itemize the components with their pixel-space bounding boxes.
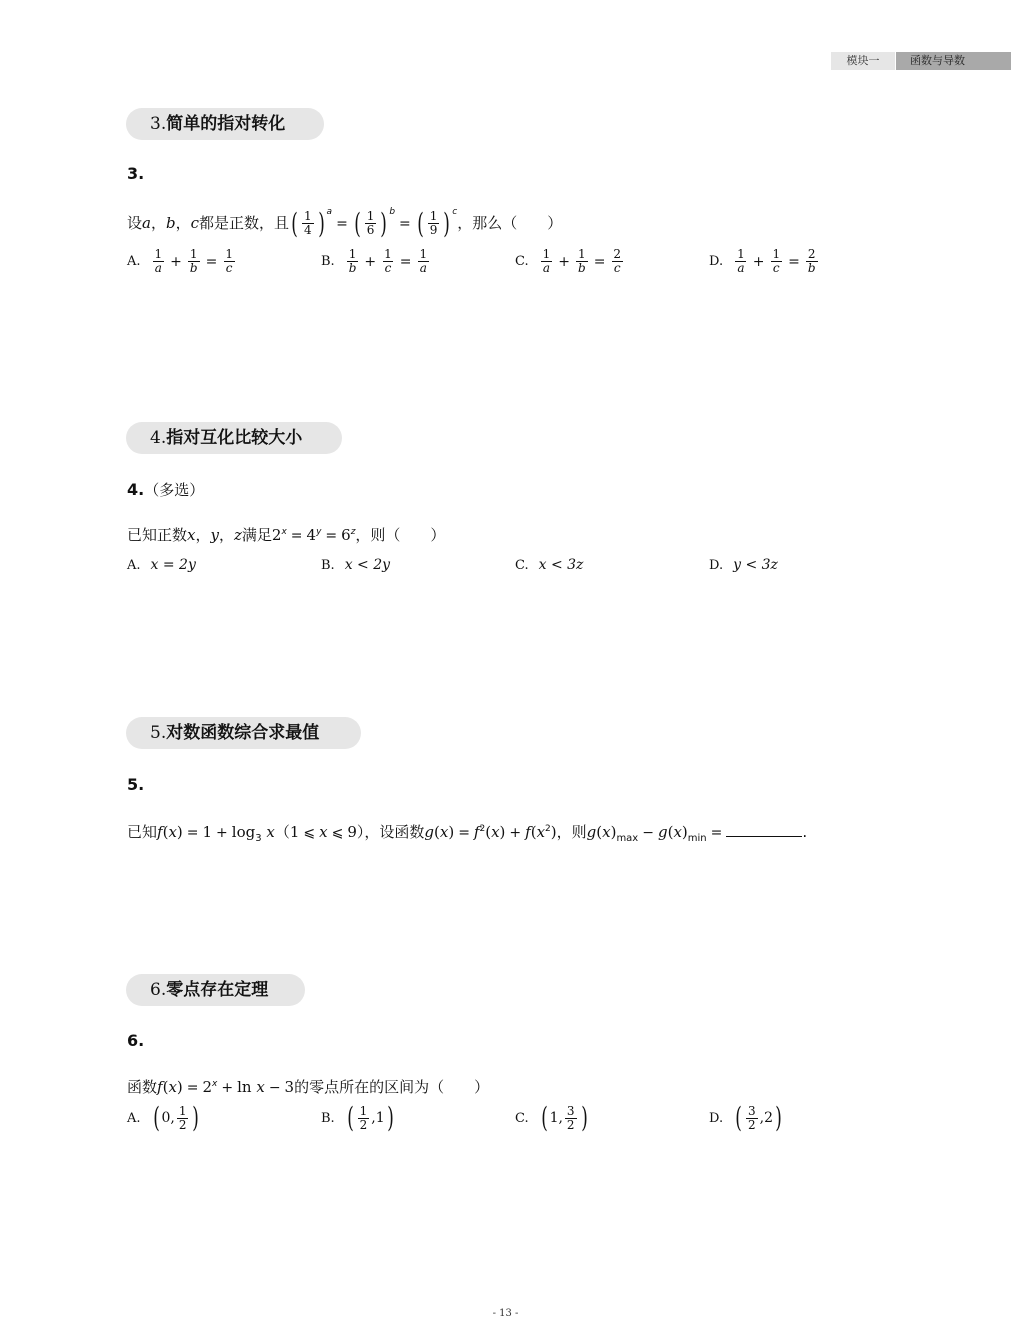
option-label: A. xyxy=(127,557,141,573)
section-pill-number: 6. xyxy=(150,980,167,1000)
stem-text: 已知 xyxy=(127,823,158,841)
stem-text: （ xyxy=(274,823,290,841)
option-label: B. xyxy=(321,557,335,573)
question-number-4 xyxy=(127,479,204,500)
question-number-5: 5. xyxy=(127,775,145,794)
stem-text: ），设函数 xyxy=(356,823,425,841)
option-label: D. xyxy=(709,254,724,269)
q3-option-c[interactable]: C. $\frac{1}{a}$ + $\frac{1}{b}$ = $\frac{2}{c}$ xyxy=(515,247,622,275)
question-number-6: 6. xyxy=(127,1031,145,1050)
section-pill-5 xyxy=(126,717,361,749)
section-pill-title: 零点存在定理 xyxy=(166,980,269,1000)
section-pill-title: 简单的指对转化 xyxy=(166,114,286,134)
section-pill-4 xyxy=(126,422,342,454)
stem-text: ，那么（ ） xyxy=(457,214,563,232)
stem-text: 的零点所在的区间为（ ） xyxy=(294,1078,490,1096)
option-label: C. xyxy=(515,254,529,269)
question-type-tag: （多选） xyxy=(144,481,205,499)
question-6-stem: 函数$f(x) = 2^x + \ln x - 3$的零点所在的区间为（ ） xyxy=(127,1078,490,1096)
module-tab: 模块一 xyxy=(831,52,895,70)
section-pill-number: 5. xyxy=(150,723,167,743)
option-text: x < 2y xyxy=(344,557,391,573)
option-label: B. xyxy=(321,1110,335,1126)
option-label: D. xyxy=(709,557,724,573)
option-text: y < 3z xyxy=(733,557,778,573)
q3-option-d[interactable]: D. $\frac{1}{a}$ + $\frac{1}{c}$ = $\frac{2}{b}$ xyxy=(709,247,816,275)
section-pill-title: 指对互化比较大小 xyxy=(166,428,303,448)
q4-option-a[interactable] xyxy=(127,557,196,573)
section-pill-title: 对数函数综合求最值 xyxy=(166,723,320,743)
stem-text: 都是正数，且 xyxy=(199,214,290,232)
q4-option-b[interactable] xyxy=(321,557,390,573)
stem-text: 已知正数 xyxy=(127,526,188,544)
section-pill-3 xyxy=(126,108,324,140)
option-label: A. xyxy=(127,254,141,269)
stem-text: . xyxy=(802,823,808,841)
topic-tab: 函数与导数 xyxy=(896,52,1011,70)
section-pill-number: 4. xyxy=(150,428,167,448)
option-label: A. xyxy=(127,1110,141,1126)
answer-blank[interactable] xyxy=(726,822,802,837)
option-text: x < 3z xyxy=(538,557,584,573)
section-pill-number: 3. xyxy=(150,114,167,134)
q6-option-c[interactable]: C. ( 1, $\frac{3}{2}$ ) xyxy=(515,1101,588,1134)
stem-text: 函数 xyxy=(127,1078,158,1096)
section-pill-6 xyxy=(126,974,305,1006)
option-text: x = 2y xyxy=(150,557,196,573)
q3-option-a[interactable]: A. $\frac{1}{a}$ + $\frac{1}{b}$ = $\frac{1}{c}$ xyxy=(127,247,233,275)
q4-option-d[interactable] xyxy=(709,557,778,573)
option-label: B. xyxy=(321,254,335,269)
option-label: C. xyxy=(515,557,529,573)
stem-text: 满足 xyxy=(241,526,272,544)
stem-text: 设 xyxy=(127,214,143,232)
q6-option-d[interactable]: D. ( $\frac{3}{2}$ ,2 ) xyxy=(709,1101,782,1134)
option-label: D. xyxy=(709,1110,724,1126)
q4-option-c[interactable] xyxy=(515,557,583,573)
question-5-stem: 已知$f(x) = 1 + \log_3 x(1$ ⩽ x ⩽ 9），设函数$g(x) = f^2(x) + f(x^2)$，则$g(x)_{max} - g(x)_{min}$ = . xyxy=(127,823,808,844)
option-label: C. xyxy=(515,1110,529,1126)
question-number-3: 3. xyxy=(127,164,145,183)
stem-text: ，则（ ） xyxy=(355,526,446,544)
stem-text: ，则 xyxy=(556,823,587,841)
question-4-stem: 已知正数x，y，z满足$2^x = 4^y = 6^z$，则（ ） xyxy=(127,526,446,544)
q3-option-b[interactable]: B. $\frac{1}{b}$ + $\frac{1}{c}$ = $\frac{1}{a}$ xyxy=(321,247,428,275)
question-3-stem: 设a，b，c都是正数，且( $\frac{1}{4}$ ) $^a$= ( $\frac{1}{6}$ ) $^b$= ( $\frac{1}{9}$ ) $^c$，那么（ ） xyxy=(127,206,563,240)
page-number: - 13 - xyxy=(492,1308,519,1319)
q6-option-b[interactable]: B. ( $\frac{1}{2}$ ,1 ) xyxy=(321,1101,394,1134)
question-number: 4. xyxy=(127,480,145,499)
q6-option-a[interactable]: A. ( 0, $\frac{1}{2}$ ) xyxy=(127,1101,200,1134)
